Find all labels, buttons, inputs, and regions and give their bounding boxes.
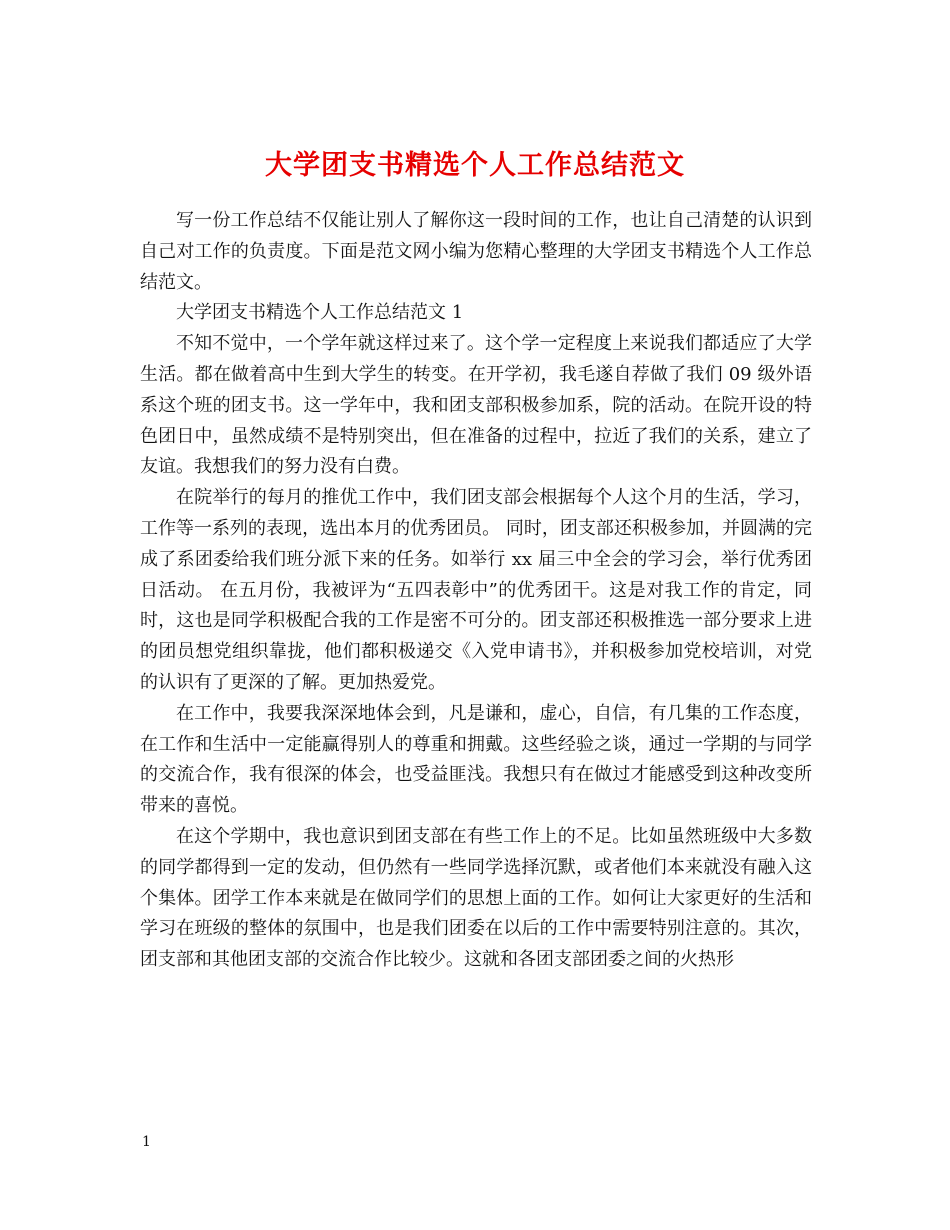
document-body <box>140 206 812 976</box>
paragraph-1: 不知不觉中，一个学年就这样过来了。这个学一定程度上来说我们都适应了大学生活。都在做着高中生到大学生的转变。在开学初，我毛遂自荐做了我们 09 级外语系这个班的团支书。这一学年中，我和团支部积极参加系，院的活动。在院开设的特色团日中，虽然成绩不是特别突出，但在准备的过程中，拉近了我们的关系，建立了友谊。我想我们的努力没有白费。 <box>140 333 812 478</box>
paragraph-2: 在院举行的每月的推优工作中，我们团支部会根据每个人这个月的生活，学习，工作等一系列的表现，选出本月的优秀团员。 同时，团支部还积极参加，并圆满的完成了系团委给我们班分派下来的任务。如举行 xx 届三中全会的学习会，举行优秀团日活动。 在五月份，我被评为“五四表彰中”的优秀团干。这是对我工作的肯定，同时，这也是同学积极配合我的工作是密不可分的。团支部还积极推选一部分要求上进的团员想党组织靠拢，他们都积极递交《入党申请书》，并积极参加党校培训，对党的认识有了更深的了解。更加热爱党。 <box>140 487 812 693</box>
paragraph-intro: 写一份工作总结不仅能让别人了解你这一段时间的工作，也让自己清楚的认识到自己对工作的负责度。下面是范文网小编为您精心整理的大学团支书精选个人工作总结范文。 <box>140 210 812 293</box>
paragraph-4: 在这个学期中，我也意识到团支部在有些工作上的不足。比如虽然班级中大多数的同学都得到一定的发动，但仍然有一些同学选择沉默，或者他们本来就没有融入这个集体。团学工作本来就是在做同学们的思想上面的工作。如何让大家更好的生活和学习在班级的整体的氛围中，也是我们团委在以后的工作中需要特别注意的。其次，团支部和其他团支部的交流合作比较少。这就和各团支部团委之间的火热形 <box>140 825 812 971</box>
page-number: 1 <box>142 1134 151 1150</box>
page-title: 大学团支书精选个人工作总结范文 <box>265 150 685 182</box>
paragraph-3: 在工作中，我要我深深地体会到，凡是谦和，虚心，自信，有几集的工作态度，在工作和生活中一定能赢得别人的尊重和拥戴。这些经验之谈，通过一学期的与同学的交流合作，我有很深的体会，也受益匪浅。我想只有在做过才能感受到这种改变所带来的喜悦。 <box>140 702 812 817</box>
paragraph-subheading: 大学团支书精选个人工作总结范文 1 <box>176 302 464 324</box>
